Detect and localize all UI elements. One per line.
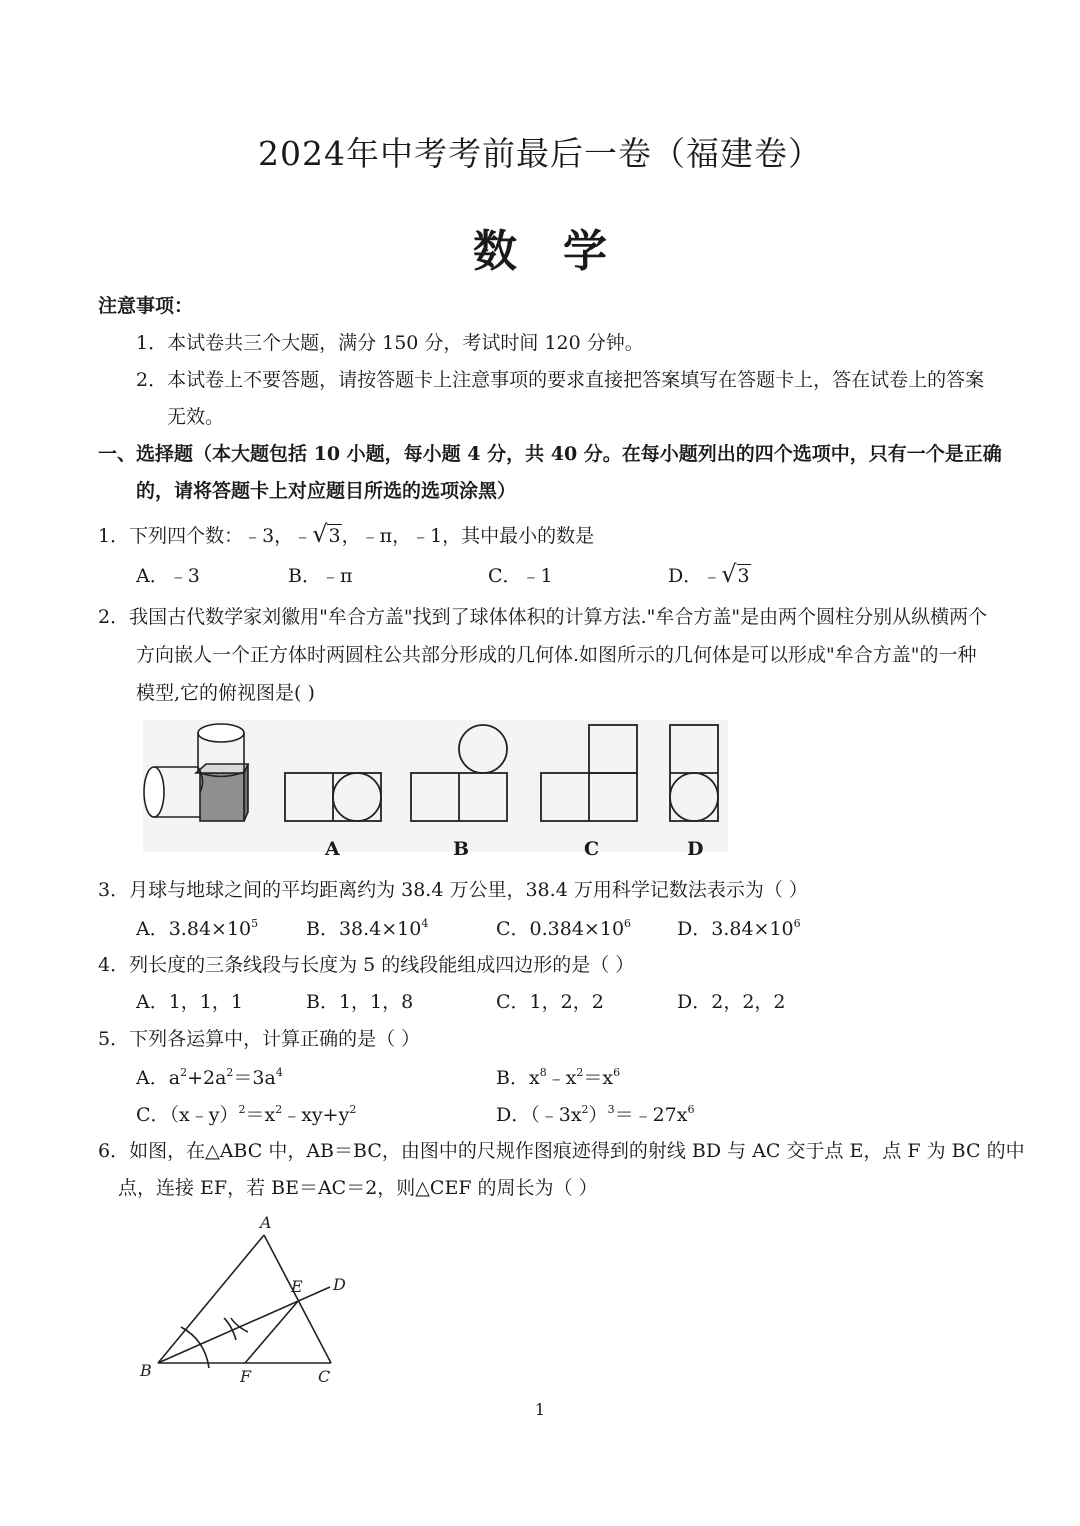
q3-d-exp: 6 xyxy=(793,917,801,930)
q4-option-d: D．2，2，2 xyxy=(677,991,786,1013)
q3-a-exp: 5 xyxy=(251,917,259,930)
q2-figure xyxy=(135,715,745,865)
q5-option-c xyxy=(136,1103,356,1127)
q4-option-b: B．1，1，8 xyxy=(306,991,414,1013)
ray-bd xyxy=(158,1287,330,1363)
sqrt-symbol: √3 xyxy=(721,560,750,588)
q5-c-part: ＝x xyxy=(245,1104,276,1126)
question-6-line-2: 点，连接 EF，若 BE＝AC＝2，则△CEF 的周长为（ ） xyxy=(118,1177,598,1199)
q1-option-d-radicand: 3 xyxy=(737,565,750,587)
page-number: 1 xyxy=(534,1400,546,1419)
notice-item-2-line-2: 无效。 xyxy=(167,406,225,428)
label-e: E xyxy=(291,1277,303,1296)
q1-stem-part-a: 1．下列四个数：﹣3，﹣ xyxy=(98,525,313,547)
q2-label-c: C xyxy=(584,838,600,860)
question-2-line-2: 方向嵌人一个正方体时两圆柱公共部分形成的几何体.如图所示的几何体是可以形成"牟合方盖"的一种 xyxy=(136,644,977,666)
q5-d-part: D．（﹣3x xyxy=(496,1104,582,1126)
q1-option-a: A．﹣3 xyxy=(136,565,200,587)
question-2-line-3: 模型,它的俯视图是( ) xyxy=(136,682,315,704)
q5-c-part: ﹣xy+y xyxy=(282,1104,350,1126)
segment-ab xyxy=(158,1235,264,1363)
q5-c-exp: 2 xyxy=(349,1103,357,1116)
q1-option-d xyxy=(668,560,751,589)
q5-b-part: ﹣x xyxy=(546,1067,577,1089)
label-d: D xyxy=(333,1275,346,1294)
notice-item-2-line-1: 2．本试卷上不要答题，请按答题卡上注意事项的要求直接把答案填写在答题卡上，答在试卷上的答案 xyxy=(136,369,985,391)
question-4-stem: 4．列长度的三条线段与长度为 5 的线段能组成四边形的是（ ） xyxy=(98,954,635,976)
q5-option-b xyxy=(496,1066,620,1090)
q2-label-a: A xyxy=(325,838,340,860)
label-a: A xyxy=(260,1213,272,1232)
q5-b-part: B．x xyxy=(496,1067,540,1089)
question-1-stem xyxy=(98,520,594,549)
q5-a-part: ＝3a xyxy=(233,1067,276,1089)
q3-option-c xyxy=(496,917,631,941)
q1-option-b: B．﹣π xyxy=(288,565,353,587)
q3-b-exp: 4 xyxy=(421,917,429,930)
q6-triangle-figure xyxy=(130,1205,360,1395)
segment-ac xyxy=(264,1235,331,1363)
q5-b-exp: 8 xyxy=(539,1066,547,1079)
q5-b-part: ＝x xyxy=(583,1067,614,1089)
label-f: F xyxy=(240,1367,252,1386)
q5-a-exp: 2 xyxy=(226,1066,234,1079)
q3-option-b xyxy=(306,917,428,941)
question-6-line-1: 6．如图，在△ABC 中，AB＝BC，由图中的尺规作图痕迹得到的射线 BD 与 AC 交于点 E，点 F 为 BC 的中 xyxy=(98,1140,1025,1162)
q3-c-exp: 6 xyxy=(624,917,632,930)
section-1-heading-line-1: 一、选择题（本大题包括 10 小题，每小题 4 分，共 40 分。在每小题列出的四个选项中，只有一个是正确 xyxy=(98,443,1002,465)
question-5-stem: 5．下列各运算中，计算正确的是（ ） xyxy=(98,1028,421,1050)
q5-b-exp: 2 xyxy=(576,1066,584,1079)
notice-item-1: 1．本试卷共三个大题，满分 150 分，考试时间 120 分钟。 xyxy=(136,332,644,354)
label-c: C xyxy=(318,1367,331,1386)
q3-c-base: C．0.384×10 xyxy=(496,918,625,940)
q5-b-exp: 6 xyxy=(613,1066,621,1079)
q1-option-d-prefix: D．﹣ xyxy=(668,565,722,587)
q5-d-part: ） xyxy=(588,1104,608,1126)
q5-a-part: +2a xyxy=(187,1067,227,1089)
question-2-line-1: 2．我国古代数学家刘徽用"牟合方盖"找到了球体体积的计算方法."牟合方盖"是由两个圆柱分别从纵横两个 xyxy=(98,606,988,628)
q5-d-exp: 6 xyxy=(687,1103,695,1116)
q5-d-exp: 3 xyxy=(607,1103,615,1116)
q5-a-part: A．a xyxy=(136,1067,181,1089)
q3-b-base: B．38.4×10 xyxy=(306,918,422,940)
q5-c-part: C．（x﹣y） xyxy=(136,1104,239,1126)
q5-a-exp: 4 xyxy=(275,1066,283,1079)
section-1-heading-line-2: 的，请将答题卡上对应题目所选的选项涂黑） xyxy=(136,480,517,502)
q5-c-exp: 2 xyxy=(238,1103,246,1116)
q2-label-b: B xyxy=(453,838,470,860)
q3-option-d xyxy=(677,917,801,941)
q4-option-a: A．1，1，1 xyxy=(136,991,243,1013)
q4-option-c: C．1，2，2 xyxy=(496,991,604,1013)
exam-title: 2024年中考考前最后一卷（福建卷） xyxy=(258,134,822,173)
q5-a-exp: 2 xyxy=(180,1066,188,1079)
sqrt-symbol: √3 xyxy=(312,520,341,548)
notice-heading: 注意事项： xyxy=(98,295,194,317)
q1-stem-radicand: 3 xyxy=(328,525,341,547)
q3-a-base: A．3.84×10 xyxy=(136,918,252,940)
label-b: B xyxy=(140,1361,152,1380)
q1-stem-part-b: ，﹣π，﹣1，其中最小的数是 xyxy=(341,525,595,547)
q5-d-exp: 2 xyxy=(581,1103,589,1116)
segment-ef xyxy=(245,1300,299,1363)
q5-d-part: ＝﹣27x xyxy=(614,1104,688,1126)
q1-option-c: C．﹣1 xyxy=(488,565,553,587)
q5-option-a xyxy=(136,1066,283,1090)
subject-title: 数学 xyxy=(473,226,653,277)
q5-option-d xyxy=(496,1103,694,1127)
q5-c-exp: 2 xyxy=(275,1103,283,1116)
question-3-stem: 3．月球与地球之间的平均距离约为 38.4 万公里，38.4 万用科学记数法表示为（ ） xyxy=(98,879,808,901)
q2-label-d: D xyxy=(687,838,704,860)
q3-option-a xyxy=(136,917,258,941)
q3-d-base: D．3.84×10 xyxy=(677,918,794,940)
